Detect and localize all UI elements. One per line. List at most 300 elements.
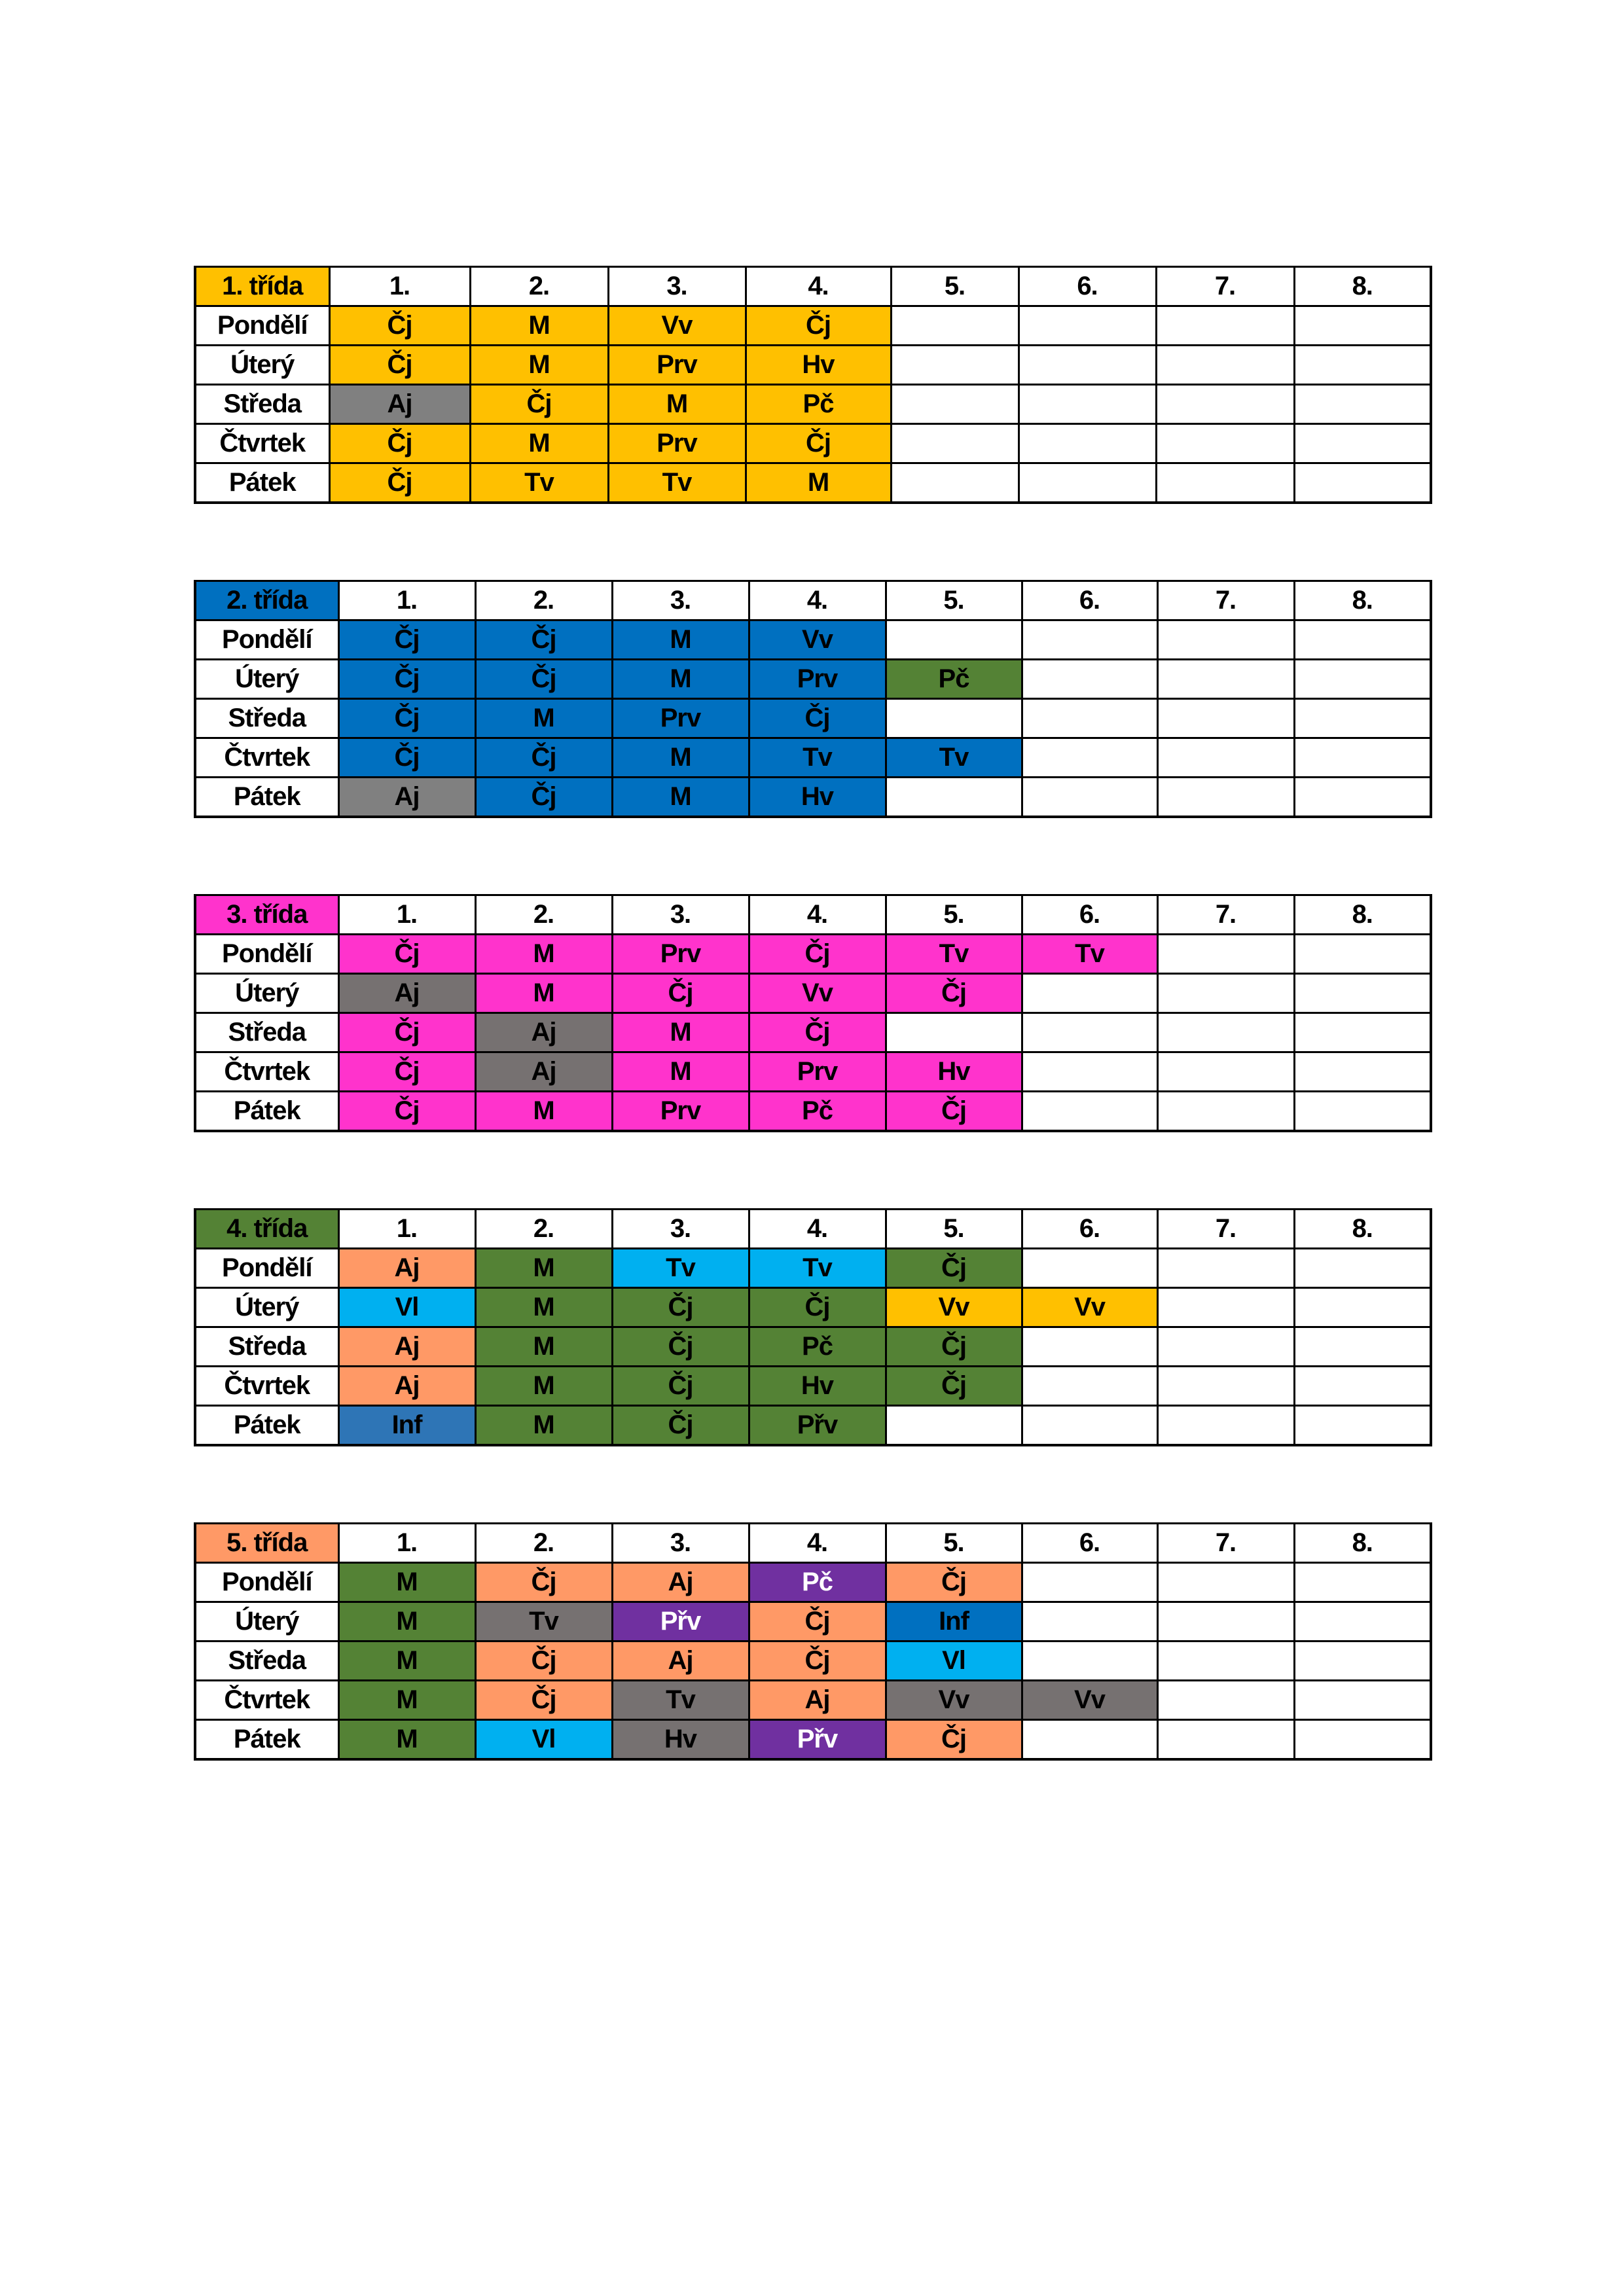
subject-cell: Čj: [886, 1092, 1022, 1132]
day-label: Čtvrtek: [195, 424, 329, 463]
period-header: 3.: [608, 267, 746, 306]
empty-cell: [1294, 1720, 1431, 1760]
period-header: 6.: [1019, 267, 1156, 306]
empty-cell: [1294, 424, 1431, 463]
subject-cell: Aj: [329, 385, 470, 424]
period-header: 6.: [1022, 1210, 1157, 1249]
subject-cell: Čj: [749, 1288, 886, 1327]
day-label: Středa: [195, 385, 329, 424]
subject-cell: M: [608, 385, 746, 424]
subject-cell: Čj: [329, 424, 470, 463]
empty-cell: [1022, 974, 1157, 1013]
subject-cell: Pč: [749, 1092, 886, 1132]
empty-cell: [1157, 974, 1294, 1013]
subject-cell: Čj: [475, 738, 612, 778]
subject-cell: Čj: [612, 1288, 749, 1327]
subject-cell: Vv: [1022, 1681, 1157, 1720]
subject-cell: Aj: [475, 1052, 612, 1092]
subject-cell: M: [612, 1013, 749, 1052]
subject-cell: Aj: [338, 974, 475, 1013]
day-label: Pátek: [195, 778, 338, 817]
empty-cell: [1022, 1406, 1157, 1446]
empty-cell: [1019, 346, 1156, 385]
empty-cell: [1019, 424, 1156, 463]
subject-cell: Vv: [886, 1288, 1022, 1327]
subject-cell: M: [612, 738, 749, 778]
subject-cell: Inf: [886, 1602, 1022, 1641]
day-label: Úterý: [195, 660, 338, 699]
empty-cell: [1156, 463, 1294, 503]
subject-cell: Hv: [886, 1052, 1022, 1092]
period-header: 2.: [475, 581, 612, 620]
header-row: [195, 267, 1431, 306]
empty-cell: [1022, 1720, 1157, 1760]
subject-cell: Čj: [749, 699, 886, 738]
day-row: [195, 1052, 1431, 1092]
empty-cell: [886, 699, 1022, 738]
timetable-class-2: [194, 580, 1432, 818]
subject-cell: Hv: [612, 1720, 749, 1760]
empty-cell: [1157, 935, 1294, 974]
empty-cell: [1157, 620, 1294, 660]
period-header: 4.: [749, 1524, 886, 1563]
empty-cell: [1157, 1013, 1294, 1052]
subject-cell: M: [470, 306, 608, 346]
subject-cell: Hv: [746, 346, 891, 385]
subject-cell: Čj: [886, 1249, 1022, 1288]
empty-cell: [1294, 935, 1431, 974]
day-row: [195, 1681, 1431, 1720]
day-label: Pondělí: [195, 620, 338, 660]
period-header: 5.: [886, 895, 1022, 935]
period-header: 1.: [338, 1524, 475, 1563]
empty-cell: [1022, 778, 1157, 817]
period-header: 4.: [749, 581, 886, 620]
subject-cell: Pč: [749, 1563, 886, 1602]
subject-cell: Aj: [338, 1249, 475, 1288]
subject-cell: Čj: [886, 1327, 1022, 1367]
subject-cell: Čj: [338, 738, 475, 778]
subject-cell: Inf: [338, 1406, 475, 1446]
empty-cell: [886, 1406, 1022, 1446]
empty-cell: [886, 778, 1022, 817]
subject-cell: Aj: [612, 1563, 749, 1602]
day-label: Čtvrtek: [195, 1681, 338, 1720]
subject-cell: Tv: [1022, 935, 1157, 974]
empty-cell: [1157, 1052, 1294, 1092]
empty-cell: [891, 306, 1019, 346]
period-header: 2.: [475, 1524, 612, 1563]
period-header: 8.: [1294, 581, 1431, 620]
period-header: 2.: [475, 895, 612, 935]
subject-cell: Aj: [338, 1367, 475, 1406]
subject-cell: Tv: [475, 1602, 612, 1641]
class-title: 5. třída: [195, 1524, 338, 1563]
period-header: 6.: [1022, 581, 1157, 620]
period-header: 1.: [338, 581, 475, 620]
empty-cell: [1294, 1249, 1431, 1288]
day-label: Úterý: [195, 1288, 338, 1327]
empty-cell: [1022, 1249, 1157, 1288]
empty-cell: [1157, 1563, 1294, 1602]
subject-cell: M: [475, 1406, 612, 1446]
empty-cell: [891, 346, 1019, 385]
subject-cell: Vl: [338, 1288, 475, 1327]
class-title: 2. třída: [195, 581, 338, 620]
empty-cell: [1157, 1602, 1294, 1641]
subject-cell: M: [475, 1249, 612, 1288]
header-row: [195, 895, 1431, 935]
subject-cell: M: [746, 463, 891, 503]
empty-cell: [1157, 1367, 1294, 1406]
day-label: Čtvrtek: [195, 1052, 338, 1092]
empty-cell: [1019, 306, 1156, 346]
period-header: 6.: [1022, 895, 1157, 935]
day-label: Čtvrtek: [195, 738, 338, 778]
day-row: [195, 1288, 1431, 1327]
period-header: 5.: [886, 581, 1022, 620]
subject-cell: Čj: [475, 620, 612, 660]
day-row: [195, 1249, 1431, 1288]
empty-cell: [1294, 1406, 1431, 1446]
period-header: 7.: [1157, 581, 1294, 620]
day-label: Úterý: [195, 1602, 338, 1641]
timetable-class-5: [194, 1522, 1432, 1761]
class-title: 4. třída: [195, 1210, 338, 1249]
subject-cell: Čj: [338, 699, 475, 738]
day-row: [195, 346, 1431, 385]
subject-cell: Čj: [886, 1367, 1022, 1406]
day-row: [195, 385, 1431, 424]
period-header: 1.: [338, 895, 475, 935]
class-title: 3. třída: [195, 895, 338, 935]
empty-cell: [1157, 660, 1294, 699]
subject-cell: Aj: [749, 1681, 886, 1720]
subject-cell: M: [338, 1641, 475, 1681]
day-row: [195, 1367, 1431, 1406]
empty-cell: [1157, 1681, 1294, 1720]
empty-cell: [1294, 1327, 1431, 1367]
day-row: [195, 463, 1431, 503]
day-row: [195, 699, 1431, 738]
subject-cell: Prv: [749, 1052, 886, 1092]
day-label: Úterý: [195, 974, 338, 1013]
period-header: 4.: [749, 895, 886, 935]
day-row: [195, 660, 1431, 699]
empty-cell: [1294, 778, 1431, 817]
empty-cell: [1022, 620, 1157, 660]
subject-cell: M: [475, 935, 612, 974]
period-header: 5.: [886, 1524, 1022, 1563]
empty-cell: [1022, 660, 1157, 699]
subject-cell: Tv: [470, 463, 608, 503]
empty-cell: [1022, 699, 1157, 738]
subject-cell: M: [612, 620, 749, 660]
subject-cell: M: [475, 974, 612, 1013]
subject-cell: Vv: [608, 306, 746, 346]
empty-cell: [1156, 385, 1294, 424]
day-row: [195, 1013, 1431, 1052]
subject-cell: Prv: [612, 1092, 749, 1132]
subject-cell: Vv: [1022, 1288, 1157, 1327]
empty-cell: [1157, 1720, 1294, 1760]
day-row: [195, 1602, 1431, 1641]
period-header: 7.: [1157, 895, 1294, 935]
subject-cell: M: [475, 699, 612, 738]
timetable-class-4: [194, 1208, 1432, 1446]
period-header: 3.: [612, 1210, 749, 1249]
empty-cell: [1157, 1249, 1294, 1288]
day-label: Středa: [195, 1013, 338, 1052]
day-label: Středa: [195, 1641, 338, 1681]
subject-cell: Čj: [338, 1013, 475, 1052]
empty-cell: [1157, 778, 1294, 817]
empty-cell: [1294, 346, 1431, 385]
subject-cell: Vv: [886, 1681, 1022, 1720]
subject-cell: Prv: [608, 346, 746, 385]
period-header: 8.: [1294, 267, 1431, 306]
empty-cell: [1294, 660, 1431, 699]
period-header: 8.: [1294, 1524, 1431, 1563]
subject-cell: Čj: [886, 1720, 1022, 1760]
empty-cell: [1294, 1641, 1431, 1681]
subject-cell: Čj: [475, 1681, 612, 1720]
day-row: [195, 620, 1431, 660]
subject-cell: M: [338, 1563, 475, 1602]
subject-cell: Čj: [475, 660, 612, 699]
subject-cell: Čj: [470, 385, 608, 424]
subject-cell: Čj: [338, 620, 475, 660]
period-header: 8.: [1294, 895, 1431, 935]
subject-cell: Čj: [886, 1563, 1022, 1602]
header-row: [195, 1210, 1431, 1249]
empty-cell: [1157, 738, 1294, 778]
day-label: Středa: [195, 1327, 338, 1367]
day-label: Čtvrtek: [195, 1367, 338, 1406]
subject-cell: M: [475, 1092, 612, 1132]
period-header: 6.: [1022, 1524, 1157, 1563]
subject-cell: Čj: [475, 1641, 612, 1681]
subject-cell: Čj: [338, 1092, 475, 1132]
subject-cell: Pč: [886, 660, 1022, 699]
day-row: [195, 1406, 1431, 1446]
period-header: 5.: [886, 1210, 1022, 1249]
day-label: Středa: [195, 699, 338, 738]
empty-cell: [1022, 1367, 1157, 1406]
subject-cell: Aj: [475, 1013, 612, 1052]
day-row: [195, 1720, 1431, 1760]
empty-cell: [1022, 1641, 1157, 1681]
empty-cell: [1294, 620, 1431, 660]
subject-cell: Vl: [475, 1720, 612, 1760]
subject-cell: Prv: [608, 424, 746, 463]
empty-cell: [891, 385, 1019, 424]
empty-cell: [891, 463, 1019, 503]
subject-cell: Pč: [749, 1327, 886, 1367]
empty-cell: [1294, 463, 1431, 503]
subject-cell: Čj: [612, 1406, 749, 1446]
period-header: 2.: [470, 267, 608, 306]
empty-cell: [1022, 738, 1157, 778]
day-row: [195, 306, 1431, 346]
subject-cell: M: [475, 1288, 612, 1327]
subject-cell: Vv: [749, 974, 886, 1013]
empty-cell: [1294, 1563, 1431, 1602]
empty-cell: [1022, 1092, 1157, 1132]
empty-cell: [1157, 1288, 1294, 1327]
empty-cell: [1019, 463, 1156, 503]
day-label: Pondělí: [195, 935, 338, 974]
day-label: Pondělí: [195, 1563, 338, 1602]
period-header: 4.: [749, 1210, 886, 1249]
subject-cell: Pč: [746, 385, 891, 424]
subject-cell: Čj: [749, 935, 886, 974]
period-header: 4.: [746, 267, 891, 306]
subject-cell: Čj: [475, 1563, 612, 1602]
period-header: 1.: [329, 267, 470, 306]
empty-cell: [1157, 1641, 1294, 1681]
subject-cell: Tv: [886, 738, 1022, 778]
empty-cell: [1294, 974, 1431, 1013]
day-label: Pátek: [195, 463, 329, 503]
empty-cell: [1294, 1681, 1431, 1720]
empty-cell: [1294, 738, 1431, 778]
subject-cell: M: [470, 424, 608, 463]
empty-cell: [1022, 1602, 1157, 1641]
subject-cell: Aj: [338, 778, 475, 817]
subject-cell: Hv: [749, 778, 886, 817]
subject-cell: Tv: [749, 1249, 886, 1288]
header-row: [195, 1524, 1431, 1563]
subject-cell: Čj: [329, 346, 470, 385]
day-row: [195, 738, 1431, 778]
subject-cell: Čj: [749, 1013, 886, 1052]
subject-cell: Hv: [749, 1367, 886, 1406]
subject-cell: Čj: [746, 306, 891, 346]
period-header: 1.: [338, 1210, 475, 1249]
empty-cell: [1294, 385, 1431, 424]
empty-cell: [1157, 699, 1294, 738]
period-header: 5.: [891, 267, 1019, 306]
day-label: Pátek: [195, 1406, 338, 1446]
period-header: 3.: [612, 1524, 749, 1563]
empty-cell: [1294, 699, 1431, 738]
subject-cell: Aj: [612, 1641, 749, 1681]
class-title: 1. třída: [195, 267, 329, 306]
subject-cell: M: [475, 1367, 612, 1406]
subject-cell: Tv: [749, 738, 886, 778]
period-header: 7.: [1157, 1524, 1294, 1563]
empty-cell: [1294, 1092, 1431, 1132]
empty-cell: [1022, 1013, 1157, 1052]
empty-cell: [1022, 1052, 1157, 1092]
subject-cell: M: [338, 1681, 475, 1720]
empty-cell: [1156, 346, 1294, 385]
empty-cell: [1157, 1406, 1294, 1446]
day-label: Pondělí: [195, 1249, 338, 1288]
subject-cell: Prv: [749, 660, 886, 699]
subject-cell: Tv: [612, 1681, 749, 1720]
subject-cell: Čj: [338, 1052, 475, 1092]
subject-cell: Čj: [612, 974, 749, 1013]
subject-cell: Tv: [612, 1249, 749, 1288]
empty-cell: [1294, 1288, 1431, 1327]
empty-cell: [1157, 1092, 1294, 1132]
timetable-class-1: [194, 266, 1432, 504]
empty-cell: [886, 1013, 1022, 1052]
day-row: [195, 424, 1431, 463]
day-row: [195, 974, 1431, 1013]
subject-cell: Čj: [338, 935, 475, 974]
subject-cell: Čj: [612, 1367, 749, 1406]
subject-cell: Čj: [746, 424, 891, 463]
day-row: [195, 778, 1431, 817]
subject-cell: Přv: [749, 1720, 886, 1760]
header-row: [195, 581, 1431, 620]
empty-cell: [1294, 1602, 1431, 1641]
day-label: Pondělí: [195, 306, 329, 346]
period-header: 7.: [1156, 267, 1294, 306]
subject-cell: Čj: [329, 463, 470, 503]
subject-cell: Tv: [886, 935, 1022, 974]
subject-cell: Čj: [749, 1641, 886, 1681]
subject-cell: Vl: [886, 1641, 1022, 1681]
empty-cell: [886, 620, 1022, 660]
empty-cell: [891, 424, 1019, 463]
subject-cell: Prv: [612, 935, 749, 974]
empty-cell: [1157, 1327, 1294, 1367]
subject-cell: Vv: [749, 620, 886, 660]
subject-cell: Čj: [329, 306, 470, 346]
day-label: Pátek: [195, 1720, 338, 1760]
period-header: 8.: [1294, 1210, 1431, 1249]
period-header: 3.: [612, 581, 749, 620]
empty-cell: [1156, 306, 1294, 346]
subject-cell: Čj: [749, 1602, 886, 1641]
period-header: 7.: [1157, 1210, 1294, 1249]
day-row: [195, 1563, 1431, 1602]
subject-cell: M: [470, 346, 608, 385]
day-row: [195, 1641, 1431, 1681]
subject-cell: Přv: [612, 1602, 749, 1641]
day-label: Úterý: [195, 346, 329, 385]
subject-cell: Čj: [338, 660, 475, 699]
subject-cell: Čj: [475, 778, 612, 817]
empty-cell: [1019, 385, 1156, 424]
empty-cell: [1022, 1563, 1157, 1602]
subject-cell: Čj: [612, 1327, 749, 1367]
empty-cell: [1294, 1013, 1431, 1052]
day-row: [195, 1327, 1431, 1367]
subject-cell: M: [475, 1327, 612, 1367]
subject-cell: M: [612, 778, 749, 817]
day-row: [195, 935, 1431, 974]
subject-cell: Přv: [749, 1406, 886, 1446]
empty-cell: [1156, 424, 1294, 463]
empty-cell: [1294, 1367, 1431, 1406]
subject-cell: M: [338, 1720, 475, 1760]
period-header: 2.: [475, 1210, 612, 1249]
empty-cell: [1022, 1327, 1157, 1367]
day-row: [195, 1092, 1431, 1132]
day-label: Pátek: [195, 1092, 338, 1132]
empty-cell: [1294, 306, 1431, 346]
timetable-class-3: [194, 894, 1432, 1132]
subject-cell: M: [612, 1052, 749, 1092]
empty-cell: [1294, 1052, 1431, 1092]
subject-cell: Prv: [612, 699, 749, 738]
subject-cell: Čj: [886, 974, 1022, 1013]
